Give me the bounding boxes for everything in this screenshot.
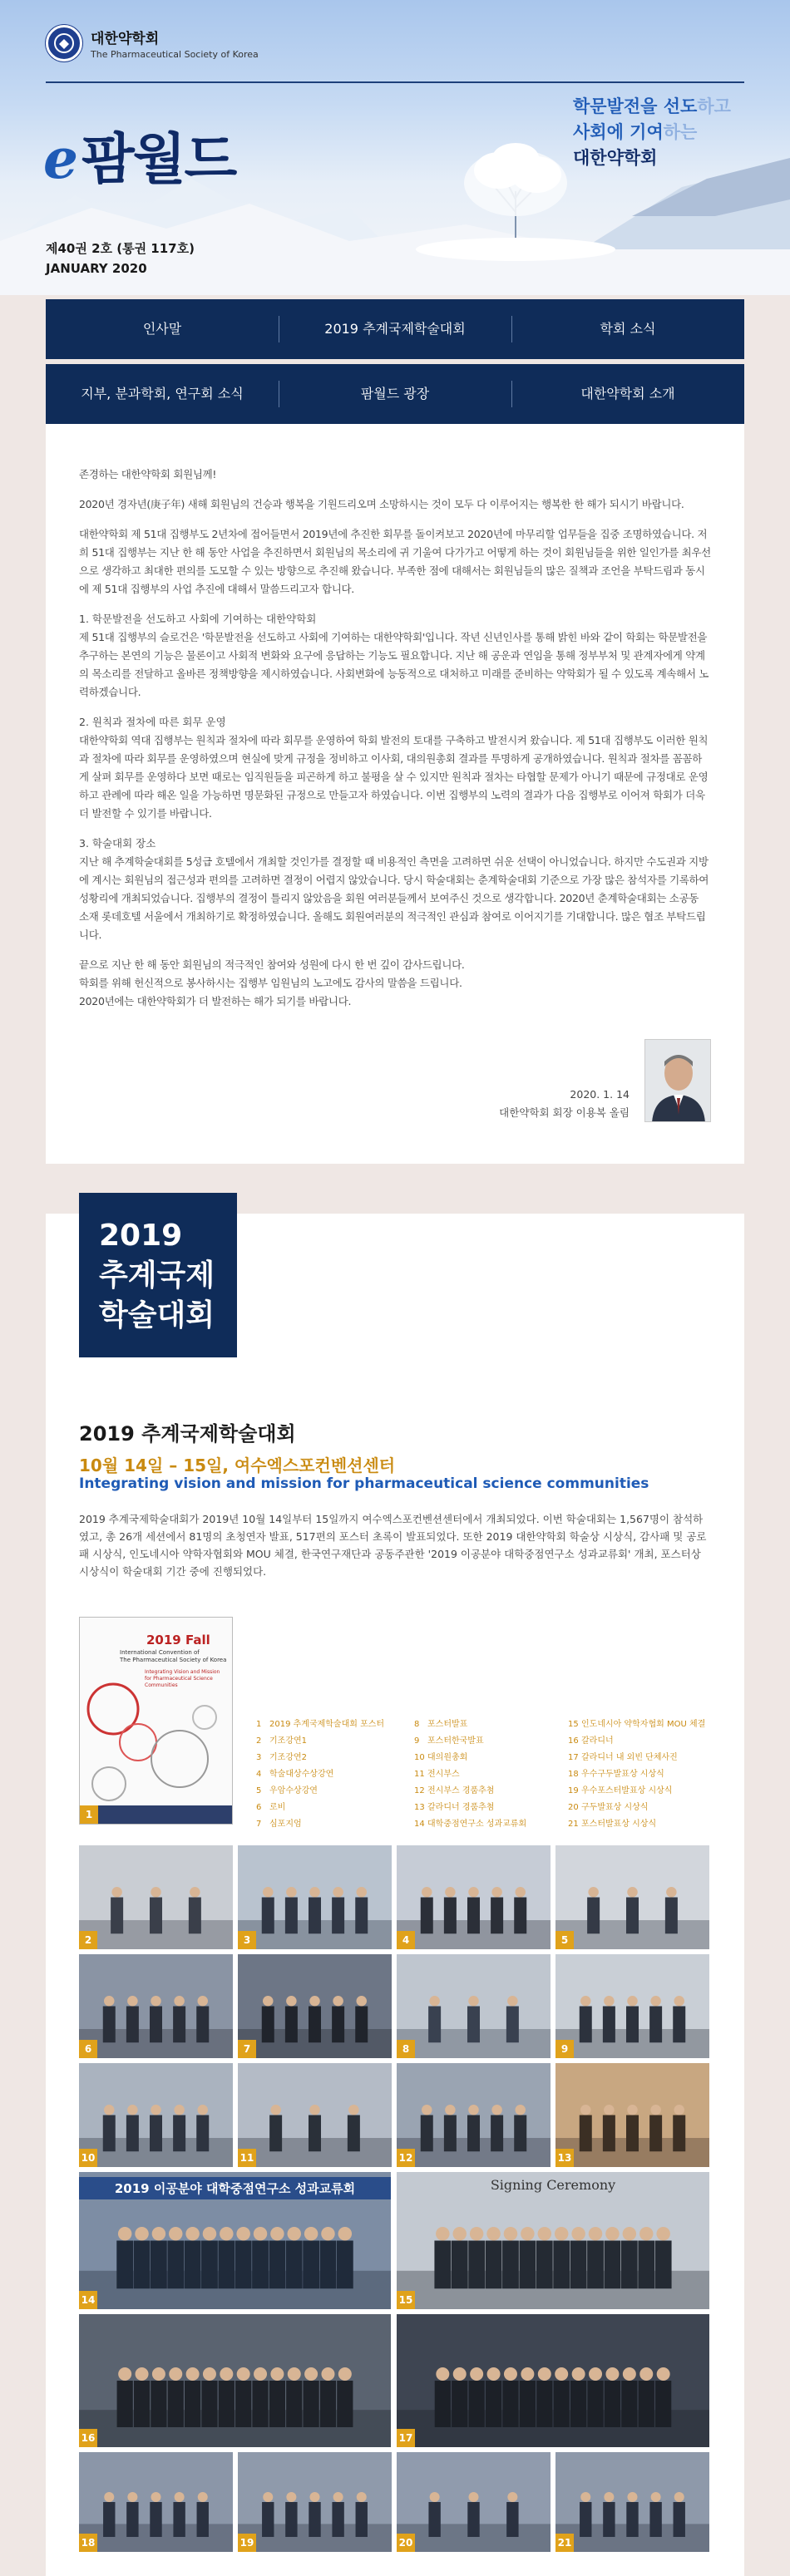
caption-number: 7 xyxy=(256,1820,262,1829)
nav-society-news[interactable]: 학회 소식 xyxy=(511,299,744,359)
event-photo[interactable] xyxy=(397,2314,709,2447)
poster-sub: International Convention of The Pharmaceutical Society of Korea xyxy=(120,1649,227,1663)
slogan-part: 하고 xyxy=(697,96,731,116)
photo-caption xyxy=(256,1783,414,1800)
header-divider xyxy=(46,81,744,83)
president-letter xyxy=(46,424,744,1164)
photo-scene xyxy=(79,1954,233,2058)
photo-scene xyxy=(79,1845,233,1949)
caption-text: 기조강연2 xyxy=(269,1753,308,1762)
society-name: 대한약학회 xyxy=(91,31,160,47)
photo-caption-list xyxy=(256,1717,722,1833)
caption-number: 12 xyxy=(414,1786,425,1795)
caption-text: 전시부스 경품추첨 xyxy=(427,1786,495,1795)
caption-number: 18 xyxy=(568,1770,579,1779)
photo-number: 17 xyxy=(397,2429,415,2447)
caption-number: 4 xyxy=(256,1770,262,1779)
letter-greeting: 존경하는 대한약학회 회원님께! xyxy=(79,468,217,480)
photo-caption xyxy=(568,1717,722,1733)
caption-text: 학술대상수상강연 xyxy=(269,1770,334,1779)
nav-row-1 xyxy=(46,299,744,359)
caption-number: 2 xyxy=(256,1736,262,1746)
issue-month: JANUARY 2020 xyxy=(46,261,147,276)
conference-section xyxy=(46,1214,744,2576)
letter-paragraph: 대한약학회 역대 집행부는 원칙과 절차에 따라 회무를 운영하여 학회 발전의 토대를 구축하고 발전시켜 왔습니다. 제 51대 집행부도 이러한 원칙과 절차에 따라 회무를 운영하였으며 현실에 맞게 규정을 정비하고 이사회, 대의원총회 결과를 투명하게 공개하였습니다. 원칙과 절차를 꼼꼼하게 살펴 회무를 운영하다 보면 때로는 임직원들을 피곤하게 하고 불평을 살 수 있지만 원칙과 절차는 타협할 문제가 아니기 때문에 규정대로 운영하고 관례에 따라 해온 일을 가능하면 명문화된 규정으로 만들고자 하였습니다. 이번 집행부의 노력의 결과가 다음 집행부로 이어져 학회가 더욱 더 발전할 수 있기를 바랍니다. xyxy=(79,734,709,820)
signature-block xyxy=(499,1039,711,1122)
caption-number: 20 xyxy=(568,1803,579,1812)
event-photo[interactable] xyxy=(79,2172,391,2309)
issue-volume: 제40권 2호 (통권 117호) xyxy=(46,241,195,256)
caption-text: 우암수상강연 xyxy=(269,1786,318,1795)
event-photo[interactable] xyxy=(238,1845,392,1949)
closing-line: 끝으로 지난 한 해 동안 회원님의 적극적인 참여와 성원에 다시 한 번 깊이 감사드립니다. xyxy=(79,958,465,971)
caption-text: 갈라디너 내 외빈 단체사진 xyxy=(581,1753,678,1762)
photo-scene xyxy=(555,1954,709,2058)
photo-scene xyxy=(397,2314,709,2447)
badge-line: 추계국제 xyxy=(99,1258,215,1293)
photo-scene xyxy=(555,2063,709,2167)
photo-number: 21 xyxy=(555,2534,574,2552)
photo-number: 5 xyxy=(555,1931,574,1949)
nav-pharmworld-plaza[interactable]: 팜월드 광장 xyxy=(279,364,511,424)
event-photo[interactable] xyxy=(79,2314,391,2447)
letter-signer: 대한약학회 회장 이용복 올림 xyxy=(499,1106,630,1119)
letter-section-heading: 1. 학문발전을 선도하고 사회에 기여하는 대한약학회 xyxy=(79,613,317,625)
photo-caption xyxy=(568,1783,722,1800)
caption-number: 17 xyxy=(568,1753,579,1762)
photo-scene xyxy=(555,1845,709,1949)
poster-top: 2019 Fall xyxy=(146,1633,210,1648)
caption-text: 심포지엄 xyxy=(269,1820,302,1829)
event-photo[interactable] xyxy=(555,1954,709,2058)
main-nav xyxy=(46,299,744,429)
event-photo[interactable] xyxy=(555,2063,709,2167)
caption-number: 3 xyxy=(256,1753,262,1762)
conference-poster[interactable] xyxy=(79,1617,233,1825)
slogan-part: 사회에 xyxy=(573,122,630,142)
photo-number: 9 xyxy=(555,2040,574,2058)
caption-number: 16 xyxy=(568,1736,579,1746)
caption-number: 5 xyxy=(256,1786,262,1795)
society-english-name: The Pharmaceutical Society of Korea xyxy=(91,49,259,60)
caption-text: 포스터발표상 시상식 xyxy=(581,1820,657,1829)
photo-scene xyxy=(79,2314,391,2447)
photo-caption xyxy=(568,1800,722,1816)
caption-text: 우수구두발표상 시상식 xyxy=(581,1770,664,1779)
event-photo[interactable] xyxy=(397,2172,709,2309)
caption-number: 15 xyxy=(568,1720,579,1729)
caption-text: 포스터한국발표 xyxy=(427,1736,484,1746)
title-text: 팜월드 xyxy=(81,127,236,191)
photo-scene xyxy=(79,2063,233,2167)
slogan-part: 기여 xyxy=(630,122,664,142)
photo-number: 6 xyxy=(79,2040,97,2058)
event-photo[interactable] xyxy=(397,2063,551,2167)
photo-scene xyxy=(238,2452,392,2552)
slogan-part: 하는 xyxy=(663,122,698,142)
conference-heading: 2019 추계국제학술대회 xyxy=(79,1422,296,1446)
letter-section-heading: 2. 원칙과 절차에 따른 회무 운영 xyxy=(79,716,226,728)
photo-caption xyxy=(568,1733,722,1750)
photo-scene xyxy=(238,1845,392,1949)
caption-number: 19 xyxy=(568,1786,579,1795)
nav-row-2 xyxy=(46,364,744,424)
photo-scene xyxy=(397,1954,551,2058)
photo-caption xyxy=(414,1750,568,1766)
conference-date: 10월 14일 – 15일, 여수엑스포컨벤션센터 xyxy=(79,1455,396,1475)
slogan-part: 학문발전을 xyxy=(573,96,664,116)
photo-number: 8 xyxy=(397,2040,415,2058)
event-photo[interactable] xyxy=(79,1954,233,2058)
slogan-society: 대한약학회 xyxy=(573,148,658,168)
caption-text: 로비 xyxy=(269,1803,286,1812)
photo-number: 19 xyxy=(238,2534,256,2552)
photo-caption xyxy=(256,1816,414,1833)
letter-date: 2020. 1. 14 xyxy=(570,1088,630,1101)
photo-scene xyxy=(238,2063,392,2167)
letter-section-heading: 3. 학술대회 장소 xyxy=(79,837,156,850)
event-photo[interactable] xyxy=(79,1845,233,1949)
photo-caption xyxy=(256,1717,414,1733)
caption-text: 갈라디너 경품추첨 xyxy=(427,1803,495,1812)
president-portrait xyxy=(644,1039,711,1122)
caption-number: 8 xyxy=(414,1720,420,1729)
event-photo[interactable] xyxy=(79,2452,233,2552)
event-photo[interactable] xyxy=(79,2063,233,2167)
photo-number: 1 xyxy=(80,1805,98,1824)
closing-line: 학회를 위해 헌신적으로 봉사하시는 집행부 임원님의 노고에도 감사의 말씀을 드립니다. xyxy=(79,977,462,989)
photo-caption xyxy=(256,1750,414,1766)
society-logo-icon xyxy=(46,25,82,62)
conference-badge xyxy=(79,1193,237,1357)
photo-number: 2 xyxy=(79,1931,97,1949)
slogan xyxy=(573,94,731,171)
photo-caption xyxy=(256,1733,414,1750)
photo-caption xyxy=(256,1800,414,1816)
photo-caption xyxy=(568,1816,722,1833)
event-photo[interactable] xyxy=(555,1845,709,1949)
caption-text: 대학중점연구소 성과교류회 xyxy=(427,1820,527,1829)
photo-caption xyxy=(414,1800,568,1816)
photo-caption xyxy=(256,1766,414,1783)
caption-number: 6 xyxy=(256,1803,262,1812)
photo-number: 4 xyxy=(397,1931,415,1949)
caption-number: 21 xyxy=(568,1820,579,1829)
photo-caption xyxy=(414,1766,568,1783)
badge-line: 2019 xyxy=(99,1219,183,1253)
caption-text: 구두발표상 시상식 xyxy=(581,1803,649,1812)
society-brand[interactable] xyxy=(46,25,259,62)
photo-caption xyxy=(414,1733,568,1750)
event-photo[interactable] xyxy=(555,2452,709,2552)
caption-number: 14 xyxy=(414,1820,425,1829)
nav-about-society[interactable]: 대한약학회 소개 xyxy=(511,364,744,424)
event-photo[interactable] xyxy=(238,2063,392,2167)
letter-paragraph: 2020년 경자년(庚子年) 새해 회원님의 건승과 행복을 기원드리오며 소망하시는 것이 모두 다 이루어지는 행복한 한 해가 되시기 바랍니다. xyxy=(79,498,684,510)
photo-number: 3 xyxy=(238,1931,256,1949)
caption-text: 대의원총회 xyxy=(427,1753,468,1762)
photo-caption xyxy=(414,1816,568,1833)
badge-line: 학술대회 xyxy=(99,1298,215,1332)
photo-scene xyxy=(397,1845,551,1949)
photo-number: 13 xyxy=(555,2149,574,2167)
photo-number: 16 xyxy=(79,2429,97,2447)
letter-paragraph: 대한약학회 제 51대 집행부도 2년차에 접어들면서 2019년에 추진한 회무를 돌이켜보고 2020년에 마무리할 업무들을 집중 조명하였습니다. 저희 51대 집행부는 지난 한 해 동안 사업을 추진하면서 회원님의 목소리에 귀 기울여 다가가고 어떻게 하는 것이 회원님들을 위한 일인가를 최우선으로 생각하고 최대한 편의를 도모할 수 있는 방향으로 추진해 왔습니다. 부족한 점에 대해서는 회원님들의 많은 질책과 조언을 부탁드림과 동시에 제 51대 집행부의 사업 추진에 대해서 말씀드리고자 합니다. xyxy=(79,528,711,595)
event-photo[interactable] xyxy=(238,2452,392,2552)
letter-closing xyxy=(79,956,711,1011)
caption-text: 전시부스 xyxy=(427,1770,460,1779)
caption-text: 인도네시아 약학자협회 MOU 체결 xyxy=(581,1720,706,1729)
slogan-part: 선도 xyxy=(663,96,698,116)
photo-number: 11 xyxy=(238,2149,256,2167)
photo-number: 12 xyxy=(397,2149,415,2167)
photo-caption xyxy=(568,1766,722,1783)
newsletter-title xyxy=(43,115,235,194)
conference-theme: Integrating vision and mission for pharmaceutical science communities xyxy=(79,1475,649,1492)
closing-line: 2020년에는 대한약학회가 더 발전하는 해가 되기를 바랍니다. xyxy=(79,995,352,1007)
caption-text: 2019 추계국제학술대회 포스터 xyxy=(269,1720,385,1729)
caption-text: 기조강연1 xyxy=(269,1736,308,1746)
letter-paragraph: 제 51대 집행부의 슬로건은 '학문발전을 선도하고 사회에 기여하는 대한약학회'입니다. 작년 신년인사를 통해 밝힌 바와 같이 학회는 학문발전을 추구하는 본연의 기능은 물론이고 사회적 변화와 요구에 응답하는 기능도 필요합니다. 지난 해 공운과 연임을 통해 정부부처 및 관계자에게 약계의 목소리를 전달하고 올바른 정책방향을 제시하였습니다. 사회변화에 능동적으로 대처하고 미래를 준비하는 약학회가 될 수 있도록 계속해서 노력하겠습니다. xyxy=(79,631,709,698)
photo-scene xyxy=(397,2452,551,2552)
photo-banner-text: 2019 이공분야 대학중점연구소 성과교류회 xyxy=(79,2177,391,2199)
photo-number: 20 xyxy=(397,2534,415,2552)
photo-banner-text: Signing Ceremony xyxy=(490,2177,616,2193)
photo-caption xyxy=(414,1717,568,1733)
nav-branch-news[interactable]: 지부, 분과학회, 연구회 소식 xyxy=(81,386,244,401)
header-banner xyxy=(0,0,790,295)
caption-text: 우수포스터발표상 시상식 xyxy=(581,1786,673,1795)
issue-info xyxy=(46,239,195,278)
photo-scene xyxy=(79,2452,233,2552)
event-photo[interactable] xyxy=(397,1954,551,2058)
photo-scene xyxy=(238,1954,392,2058)
letter-paragraph: 지난 해 추계학술대회를 5성급 호텔에서 개최할 것인가를 결정할 때 비용적인 측면을 고려하면 쉬운 선택이 아니었습니다. 하지만 수도권과 지방에 계시는 회원님의 접근성과 편의를 고려하면 결정이 어렵지 않았습니다. 당시 학술대회는 춘계학술대회 기준으로 가장 많은 참석자를 기록하여 성황리에 개최되었습니다. 집행부의 결정이 틀리지 않았음을 회원 여러분들께서 보여주신 것으로 생각합니다. 2020년 춘계학술대회는 소공동 소재 롯데호텔 서울에서 개최하기로 확정하였습니다. 올해도 회원여러분의 적극적인 관심과 참여로 이어지기를 기대합니다. 많은 협조 부탁드립니다. xyxy=(79,855,709,941)
photo-caption xyxy=(568,1750,722,1766)
nav-fall-conference[interactable]: 2019 추계국제학술대회 xyxy=(279,299,511,359)
event-photo[interactable] xyxy=(397,2452,551,2552)
nav-greeting[interactable]: 인사말 xyxy=(142,321,182,337)
photo-number: 14 xyxy=(79,2291,97,2309)
photo-number: 7 xyxy=(238,2040,256,2058)
event-photo[interactable] xyxy=(238,1954,392,2058)
conference-description: 2019 추계국제학술대회가 2019년 10월 14일부터 15일까지 여수엑스포컨벤션센터에서 개최되었다. 이번 학술대회는 1,567명이 참석하였고, 총 26개 세션에서 81명의 초청연자 발표, 517편의 포스터 초록이 발표되었다. 또한 2019 대한약학회 학술상 시상식, 감사패 및 공로패 시상식, 인도네시아 약학자협회와 MOU 체결, 한국연구재단과 공동주관한 '2019 이공분야 대학중점연구소 성과교류회' 개최, 포스터상 시상식이 학술대회 기간 중에 진행되었다. xyxy=(79,1513,707,1578)
poster-tag: Integrating Vision and Mission for Pharmaceutical Science Communities xyxy=(145,1669,220,1688)
caption-text: 갈라디너 xyxy=(581,1736,614,1746)
photo-scene xyxy=(555,2452,709,2552)
photo-number: 18 xyxy=(79,2534,97,2552)
title-e: e xyxy=(43,126,77,191)
photo-number: 10 xyxy=(79,2149,97,2167)
caption-number: 11 xyxy=(414,1770,425,1779)
photo-number: 15 xyxy=(397,2291,415,2309)
caption-number: 9 xyxy=(414,1736,420,1746)
photo-caption xyxy=(414,1783,568,1800)
caption-number: 13 xyxy=(414,1803,425,1812)
caption-number: 1 xyxy=(256,1720,262,1729)
caption-number: 10 xyxy=(414,1753,425,1762)
event-photo[interactable] xyxy=(397,1845,551,1949)
photo-scene xyxy=(397,2063,551,2167)
caption-text: 포스터발표 xyxy=(427,1720,468,1729)
